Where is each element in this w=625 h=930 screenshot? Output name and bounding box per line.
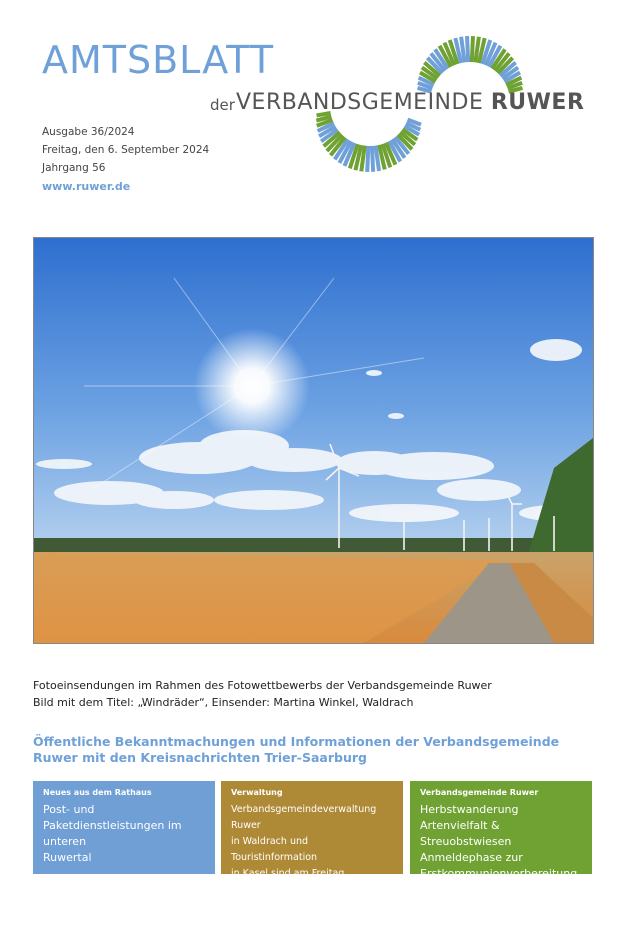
teaser-line: Herbstwanderung Artenvielfalt &: [420, 803, 519, 832]
teaser-line: in Waldrach und Touristinformation: [231, 836, 318, 863]
teaser-kicker: Verwaltung: [231, 788, 283, 797]
teaser-line: Ruwertal: [43, 851, 92, 864]
teaser-line: Streuobstwiesen: [420, 835, 512, 848]
teaser-line: Verbandsgemeindeverwaltung Ruwer: [231, 804, 377, 831]
masthead-title: AMTSBLATT: [42, 38, 275, 82]
logo-stripe: [472, 36, 473, 62]
issue-number: Ausgabe 36/2024: [42, 126, 135, 138]
logo-stripe: [367, 146, 368, 172]
teaser-line: in Kasel sind am Freitag, 20.09.2024: [231, 868, 348, 895]
verbandsgemeinde-name: [236, 90, 584, 115]
teaser-line: wegen Betriebsausflug geschlossen.: [231, 900, 340, 927]
photo-caption-line1: Fotoeinsendungen im Rahmen des Fotowettbewerbs der Verbandsgemeinde Ruwer: [33, 679, 492, 692]
teaser-verwaltung[interactable]: [221, 781, 403, 927]
teaser-line: Anmeldephase zur: [420, 851, 523, 864]
website-link[interactable]: www.ruwer.de: [42, 180, 131, 193]
logo-stripe: [372, 146, 373, 172]
volume-year: Jahrgang 56: [42, 162, 106, 174]
teaser-kicker: Neues aus dem Rathaus: [43, 788, 152, 797]
verbandsgemeinde-name-bold: RUWER: [490, 90, 585, 115]
teaser-body: [420, 802, 582, 882]
teaser-verbandsgemeinde[interactable]: [410, 781, 592, 880]
teaser-rathaus[interactable]: [33, 781, 215, 874]
teaser-kicker: Verbandsgemeinde Ruwer: [420, 788, 539, 797]
teaser-line: Post- und: [43, 803, 95, 816]
teaser-line: Erstkommunionvorbereitung: [420, 867, 578, 880]
section-headline: Öffentliche Bekanntmachungen und Informationen der Verbandsgemeinde Ruwer mit den Kreisnachrichten Trier-Saarburg: [33, 734, 560, 765]
cover-photo-image: [34, 238, 593, 643]
teaser-body: [231, 802, 393, 930]
masthead-der: der: [210, 96, 235, 114]
logo-stripe: [467, 36, 468, 62]
photo-caption-line2: Bild mit dem Titel: „Windräder“, Einsender: Martina Winkel, Waldrach: [33, 696, 414, 709]
teaser-line: Paketdienstleistungen im unteren: [43, 819, 182, 848]
verbandsgemeinde-name-regular: VERBANDSGEMEINDE: [236, 90, 491, 115]
issue-date: Freitag, den 6. September 2024: [42, 144, 210, 156]
teaser-body: [43, 802, 205, 866]
cover-photo: [33, 237, 594, 644]
